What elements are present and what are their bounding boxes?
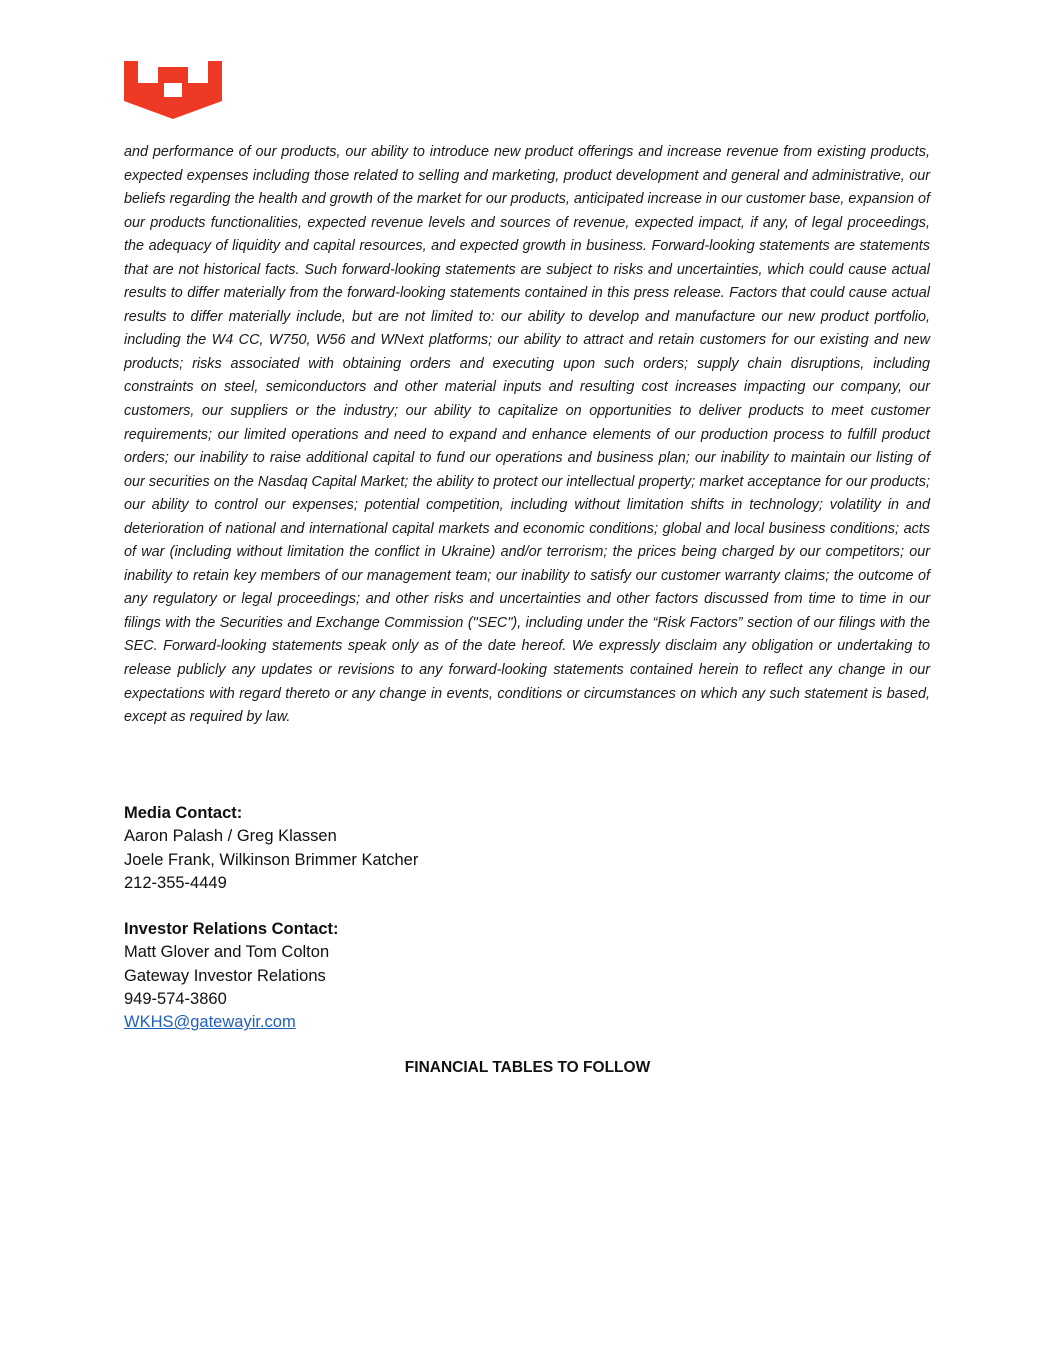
investor-contact-names: Matt Glover and Tom Colton <box>124 943 330 962</box>
media-contact-heading: Media Contact: <box>124 804 243 822</box>
financial-tables-note: FINANCIAL TABLES TO FOLLOW <box>404 1059 651 1076</box>
investor-contact-phone: 949-574-3860 <box>124 989 227 1008</box>
media-contact-phone: 212-355-4449 <box>124 873 227 892</box>
forward-looking-statements-paragraph: and performance of our products, our ability to introduce new product offerings and increase revenue from existing products, expected expenses including those related to selling and marketing, product development and general and administrative, our beliefs regarding the health and growth of the market for our products, anticipated increase in our customer base, expansion of our products functionalities, expected revenue levels and sources of revenue, expected impact, if any, of legal proceedings, the adequacy of liquidity and capital resources, and expected growth in business. Forward-looking statements are statements that are not historical facts. Such forward-looking statements are subject to risks and uncertainties, which could cause actual results to differ materially from the forward-looking statements contained in this press release. Factors that could cause actual results to differ materially include, but are not limited to: our ability to develop and manufacture our new product portfolio, including the W4 CC, W750, W56 and WNext platforms; our ability to attract and retain customers for our existing and new products; risks associated with obtaining orders and executing upon such orders; supply chain disruptions, including constraints on steel, semiconductors and other material inputs and resulting cost increases impacting our company, our customers, our suppliers or the industry; our ability to capitalize on opportunities to deliver products to meet customer requirements; our limited operations and need to expand and enhance elements of our production process to fulfill product orders; our inability to raise additional capital to fund our operations and business plan; our inability to maintain our listing of our securities on the Nasdaq Capital Market; the ability to protect our intellectual property; market acceptance for our products; our ability to control our expenses; potential competition, including without limitation shifts in technology; volatility in and deterioration of national and international capital markets and economic conditions; global and local business conditions; acts of war (including without limitation the conflict in Ukraine) and/or terrorism; the prices being charged by our competitors; our inability to retain key members of our management team; our inability to satisfy our customer warranty claims; the outcome of any regulatory or legal proceedings; and other risks and uncertainties and other factors discussed from time to time in our filings with the Securities and Exchange Commission ("SEC"), including under the “Risk Factors” section of our filings with the SEC. Forward-looking statements speak only as of the date hereof. We expressly disclaim any obligation or undertaking to release publicly any updates or revisions to any forward-looking statements contained herein to reflect any change in our expectations with regard thereto or any change in events, conditions or circumstances on which any such statement is based, except as required by law. <box>124 144 930 726</box>
investor-contact-block <box>124 918 824 1034</box>
investor-contact-heading: Investor Relations Contact: <box>124 920 339 938</box>
workhorse-logo-mark <box>124 61 222 119</box>
media-contact-names: Aaron Palash / Greg Klassen <box>124 827 337 846</box>
media-contact-firm: Joele Frank, Wilkinson Brimmer Katcher <box>124 850 419 869</box>
workhorse-logo <box>124 61 222 119</box>
investor-contact-firm: Gateway Investor Relations <box>124 966 326 985</box>
media-contact-block <box>124 802 824 895</box>
investor-contact-email-link[interactable]: WKHS@gatewayir.com <box>124 1013 296 1032</box>
